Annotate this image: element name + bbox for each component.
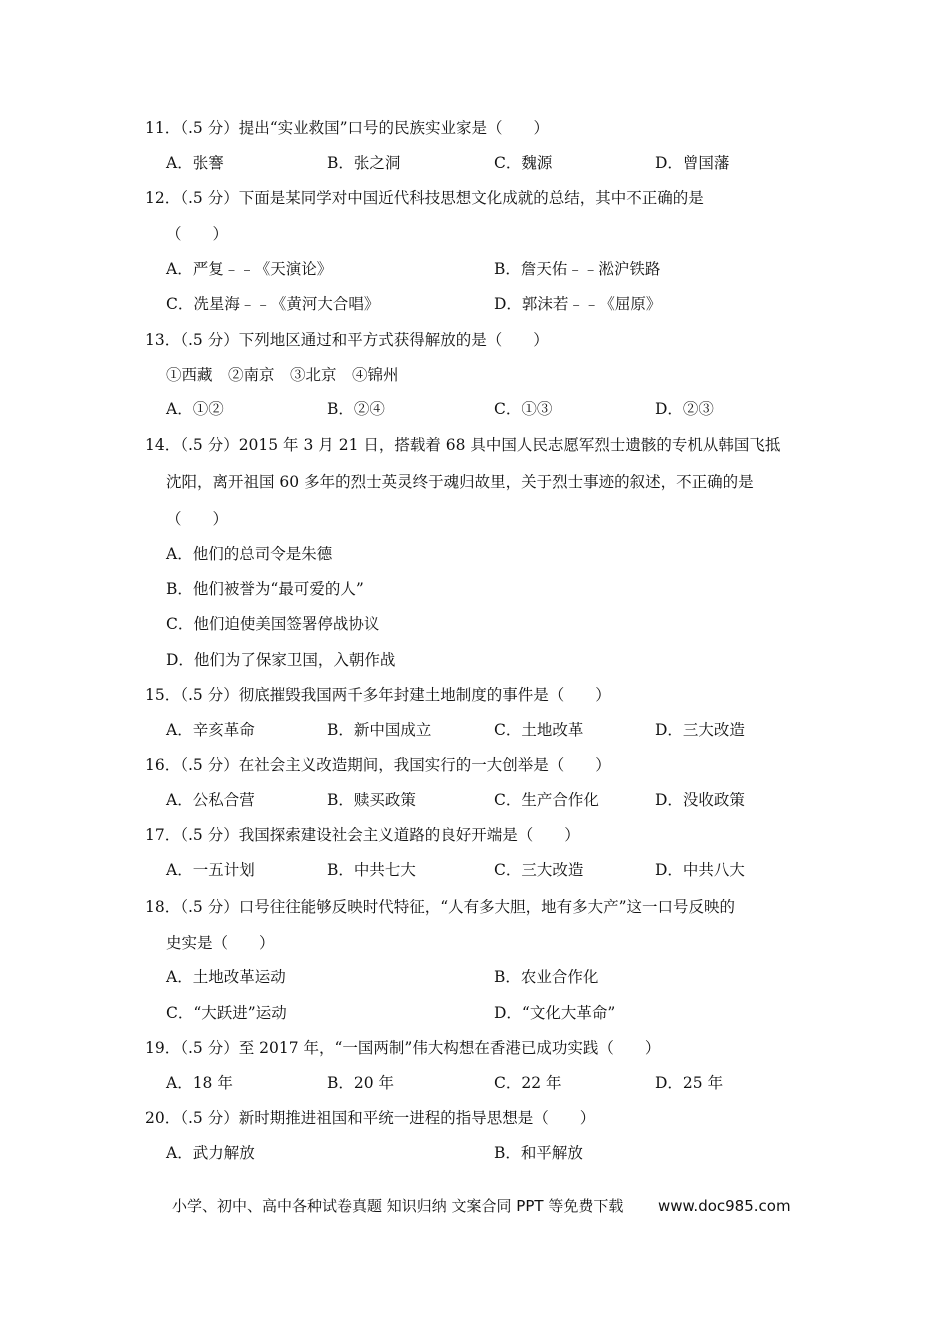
- page-footer: [0, 1194, 950, 1218]
- option-b: B．张之洞: [327, 154, 401, 172]
- option-c: C．“大跃进”运动: [166, 1004, 287, 1022]
- question-13-options: [0, 398, 950, 420]
- option-c: C．他们迫使美国签署停战协议: [166, 615, 380, 633]
- option-d: D．三大改造: [655, 721, 745, 739]
- option-c: C．三大改造: [494, 861, 584, 879]
- option-a: A．18 年: [166, 1074, 233, 1092]
- option-d: D．他们为了保家卫国，入朝作战: [166, 651, 396, 669]
- option-b: B．中共七大: [327, 861, 416, 879]
- question-item-list: ①西藏 ②南京 ③北京 ④锦州: [166, 366, 399, 384]
- option-b: B．他们被誉为“最可爱的人”: [166, 580, 364, 598]
- question-stem-text: 11．（.5 分）提出“实业救国”口号的民族实业家是（ ）: [145, 119, 550, 137]
- question-12-stem-cont: [0, 223, 950, 245]
- option-a: A．①②: [166, 400, 224, 418]
- question-stem-text: 19．（.5 分）至 2017 年，“一国两制”伟大构想在香港已成功实践（ ）: [145, 1039, 661, 1057]
- option-d: D．郭沫若﹣﹣《屈原》: [494, 295, 662, 313]
- question-14-stem: [0, 434, 950, 456]
- option-d: D．中共八大: [655, 861, 745, 879]
- option-d: D．②③: [655, 400, 714, 418]
- question-14-option-d: [0, 649, 950, 671]
- option-a: A．严复﹣﹣《天演论》: [166, 260, 333, 278]
- question-stem-text: 13．（.5 分）下列地区通过和平方式获得解放的是（ ）: [145, 331, 549, 349]
- option-b: B．20 年: [327, 1074, 395, 1092]
- option-a: A．公私合营: [166, 791, 255, 809]
- question-11-stem: [0, 117, 950, 139]
- question-20-stem: [0, 1107, 950, 1129]
- question-stem-text: 史实是（ ）: [166, 934, 275, 952]
- option-a: A．土地改革运动: [166, 968, 286, 986]
- answer-bracket: （ ）: [166, 225, 229, 243]
- option-b: B．②④: [327, 400, 385, 418]
- question-14-stem-cont: [0, 471, 950, 493]
- question-stem-text: 14．（.5 分）2015 年 3 月 21 日，搭载着 68 具中国人民志愿军烈士遗骸的专机从韩国飞抵: [145, 436, 781, 454]
- option-a: A．辛亥革命: [166, 721, 255, 739]
- footer-text: 小学、初中、高中各种试卷真题 知识归纳 文案合同 PPT 等免费下载: [172, 1197, 624, 1215]
- question-14-stem-cont2: [0, 508, 950, 530]
- question-stem-text: 18．（.5 分）口号往往能够反映时代特征，“人有多大胆，地有多大产”这一口号反映的: [145, 898, 736, 916]
- question-17-options: [0, 859, 950, 881]
- option-b: B．新中国成立: [327, 721, 432, 739]
- option-d: D．曾国藩: [655, 154, 730, 172]
- option-a: A．张謇: [166, 154, 224, 172]
- option-b: B．农业合作化: [494, 968, 599, 986]
- question-14-option-a: [0, 543, 950, 565]
- question-18-options-row1: [0, 966, 950, 988]
- option-a: A．一五计划: [166, 861, 255, 879]
- question-18-options-row2: [0, 1002, 950, 1024]
- option-a: A．他们的总司令是朱德: [166, 545, 333, 563]
- footer-url[interactable]: www.doc985.com: [658, 1197, 791, 1215]
- question-19-stem: [0, 1037, 950, 1059]
- question-19-options: [0, 1072, 950, 1094]
- question-11-options: [0, 152, 950, 174]
- question-20-options: [0, 1142, 950, 1164]
- question-14-option-c: [0, 613, 950, 635]
- question-stem-text: 20．（.5 分）新时期推进祖国和平统一进程的指导思想是（ ）: [145, 1109, 596, 1127]
- question-15-options: [0, 719, 950, 741]
- question-18-stem: [0, 896, 950, 918]
- option-b: B．和平解放: [494, 1144, 583, 1162]
- question-12-stem: [0, 187, 950, 209]
- question-12-options-row2: [0, 293, 950, 315]
- question-14-option-b: [0, 578, 950, 600]
- question-17-stem: [0, 824, 950, 846]
- option-c: C．土地改革: [494, 721, 584, 739]
- question-stem-text: 17．（.5 分）我国探索建设社会主义道路的良好开端是（ ）: [145, 826, 580, 844]
- option-c: C．22 年: [494, 1074, 562, 1092]
- question-stem-text: 15．（.5 分）彻底摧毁我国两千多年封建土地制度的事件是（ ）: [145, 686, 611, 704]
- question-stem-text: 16．（.5 分）在社会主义改造期间，我国实行的一大创举是（ ）: [145, 756, 611, 774]
- option-d: D．没收政策: [655, 791, 745, 809]
- option-c: C．冼星海﹣﹣《黄河大合唱》: [166, 295, 380, 313]
- answer-bracket: （ ）: [166, 510, 229, 528]
- option-a: A．武力解放: [166, 1144, 255, 1162]
- question-18-stem-cont: [0, 932, 950, 954]
- question-16-options: [0, 789, 950, 811]
- option-b: B．詹天佑﹣﹣淞沪铁路: [494, 260, 661, 278]
- question-16-stem: [0, 754, 950, 776]
- option-d: D．25 年: [655, 1074, 724, 1092]
- question-stem-text: 12．（.5 分）下面是某同学对中国近代科技思想文化成就的总结，其中不正确的是: [145, 189, 704, 207]
- question-15-stem: [0, 684, 950, 706]
- option-c: C．生产合作化: [494, 791, 599, 809]
- question-stem-text: 沈阳，离开祖国 60 多年的烈士英灵终于魂归故里，关于烈士事迹的叙述，不正确的是: [166, 473, 754, 491]
- question-12-options-row1: [0, 258, 950, 280]
- option-c: C．①③: [494, 400, 553, 418]
- option-c: C．魏源: [494, 154, 553, 172]
- question-13-items: [0, 364, 950, 386]
- option-b: B．赎买政策: [327, 791, 416, 809]
- question-13-stem: [0, 329, 950, 351]
- option-d: D．“文化大革命”: [494, 1004, 616, 1022]
